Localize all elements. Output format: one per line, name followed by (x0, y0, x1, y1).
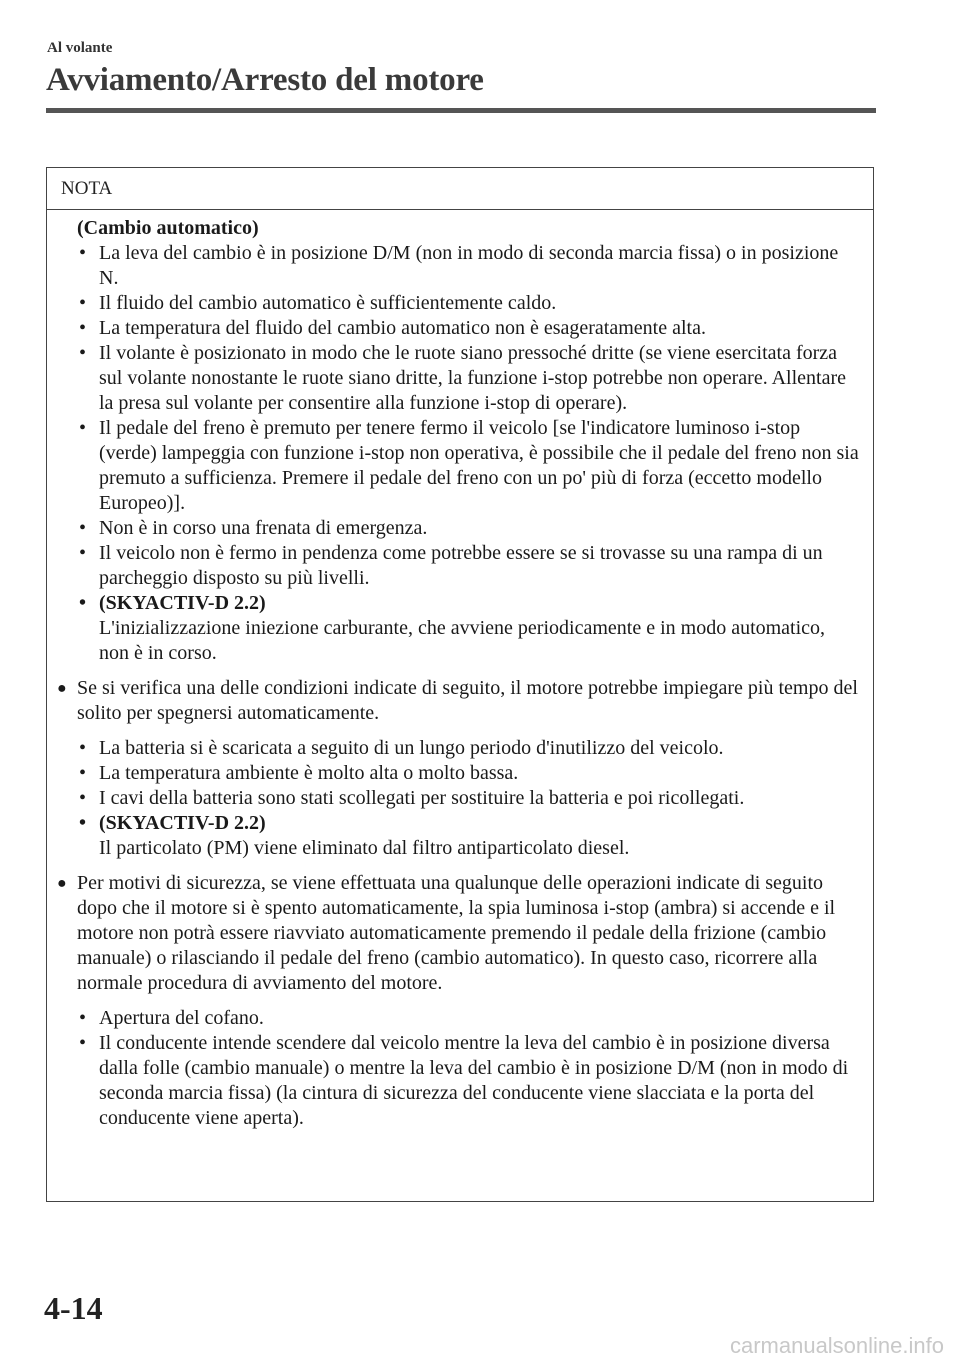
condition-list (77, 1006, 859, 1131)
point-text: Per motivi di sicurezza, se viene effettuata una qualunque delle operazioni indicate di seguito dopo che il motore si è spento automaticamente, la spia luminosa i-stop (ambra) si accende e il motore non potrà essere riavviato automaticamente premendo il pedale della frizione (cambio manuale) o rilasciando il pedale del freno (cambio automatico). In questo caso, ricorrere alla normale procedura di avviamento del motore. (77, 872, 836, 994)
list-item: • La leva del cambio è in posizione D/M (non in modo di seconda marcia fissa) o in posizione N. (79, 242, 839, 289)
list-item: • Il volante è posizionato in modo che le ruote siano pressoché dritte (se viene esercitata forza sul volante nonostante le ruote siano dritte, la funzione i-stop potrebbe non operare. Allentare la presa sul volante per consentire alla funzione i-stop di operare). (79, 342, 846, 414)
list-item: • La temperatura ambiente è molto alta o molto bassa. (79, 762, 519, 784)
group-heading: (Cambio automatico) (77, 217, 259, 239)
bullet-icon: • (79, 592, 87, 614)
bullet-icon: • (79, 342, 87, 364)
bullet-icon: • (79, 317, 87, 339)
note-point-slow-stop (55, 676, 859, 726)
list-item: • Il pedale del freno è premuto per tenere fermo il veicolo [se l'indicatore luminoso i-stop (verde) lampeggia con funzione i-stop non operativa, è possibile che il pedale del freno non sia premuto a sufficienza. Premere il pedale del freno con un po' più di forza (eccetto modello Europeo)]. (79, 417, 859, 514)
bullet-icon: • (79, 542, 87, 564)
bullet-icon: • (79, 812, 87, 834)
bullet-icon: • (79, 417, 87, 439)
list-item-skyactiv: • (SKYACTIV-D 2.2) L'inizializzazione iniezione carburante, che avviene periodicamente e in modo automatico, non è in corso. (79, 592, 826, 664)
bullet-icon: • (79, 517, 87, 539)
list-item: • I cavi della batteria sono stati scollegati per sostituire la batteria e poi ricollegati. (79, 787, 745, 809)
note-box (46, 167, 874, 1202)
point-text: Se si verifica una delle condizioni indicate di seguito, il motore potrebbe impiegare più tempo del solito per spegnersi automaticamente. (77, 677, 858, 724)
note-group-automatic (77, 216, 859, 666)
page-title: Avviamento/Arresto del motore (46, 62, 484, 98)
condition-list (77, 241, 859, 666)
dot-icon: ● (57, 875, 67, 892)
bullet-icon: • (79, 1032, 87, 1054)
condition-list (77, 736, 859, 861)
bullet-icon: • (79, 762, 87, 784)
watermark: carmanualsonline.info (729, 1333, 944, 1358)
bullet-icon: • (79, 737, 87, 759)
list-item: • La temperatura del fluido del cambio automatico non è esageratamente alta. (79, 317, 706, 339)
list-item: • Apertura del cofano. (79, 1007, 264, 1029)
list-item: • La batteria si è scaricata a seguito di un lungo periodo d'inutilizzo del veicolo. (79, 737, 724, 759)
note-label: NOTA (47, 168, 873, 210)
bullet-icon: • (79, 242, 87, 264)
list-item-skyactiv: • (SKYACTIV-D 2.2) Il particolato (PM) viene eliminato dal filtro antiparticolato diesel. (79, 812, 630, 859)
bullet-icon: • (79, 1007, 87, 1029)
list-item: • Non è in corso una frenata di emergenza. (79, 517, 428, 539)
dot-icon: ● (57, 680, 67, 697)
title-rule (46, 108, 876, 113)
list-item: • Il veicolo non è fermo in pendenza come potrebbe essere se si trovasse su una rampa di un parcheggio disposto su più livelli. (79, 542, 823, 589)
page-number: 4-14 (44, 1290, 103, 1326)
bullet-icon: • (79, 787, 87, 809)
note-point-safety (55, 871, 859, 996)
note-body (47, 210, 873, 1131)
bullet-icon: • (79, 292, 87, 314)
list-item: • Il fluido del cambio automatico è sufficientemente caldo. (79, 292, 557, 314)
list-item: • Il conducente intende scendere dal veicolo mentre la leva del cambio è in posizione diversa dalla folle (cambio manuale) o mentre la leva del cambio è in posizione D/M (non in modo di seconda marcia fissa) (la cintura di sicurezza del conducente viene slacciata e la porta del conducente viene aperta). (79, 1032, 849, 1129)
section-label: Al volante (47, 40, 113, 56)
